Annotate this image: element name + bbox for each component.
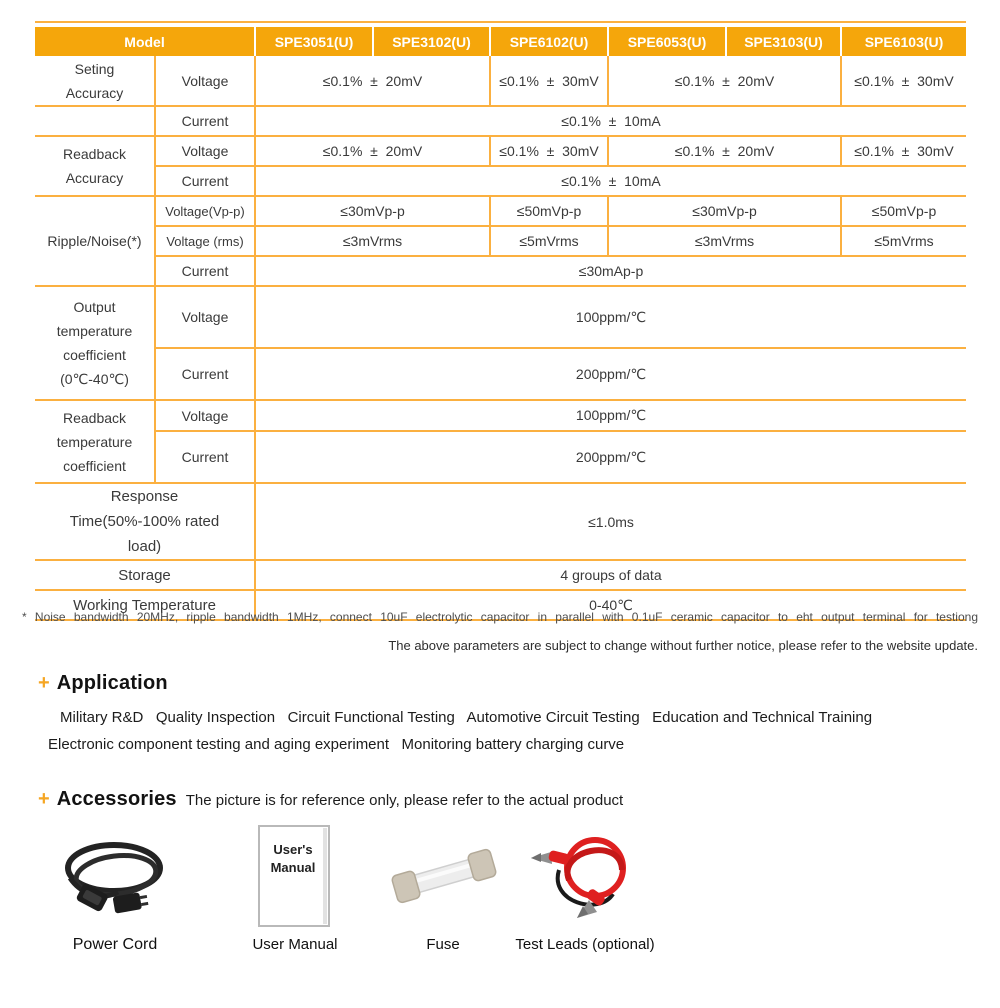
readback-temp-voltage-value: 100ppm/℃: [255, 400, 966, 431]
accessory-label-test-leads: Test Leads (optional): [515, 936, 655, 953]
readback-voltage-label: Voltage: [155, 136, 255, 166]
application-line-2: Electronic component testing and aging experiment Monitoring battery charging curve: [48, 736, 625, 753]
ripple-vpp-value-6103: ≤50mVp-p: [841, 196, 966, 226]
readback-temp-current-label: Current: [155, 431, 255, 483]
manual-title-line-2: Manual: [270, 860, 316, 875]
output-temp-voltage-value: 100ppm/℃: [255, 286, 966, 348]
accessories-heading: [38, 788, 968, 811]
row-readback-current: [35, 166, 966, 196]
working-temperature-label: Working Temperature: [35, 590, 255, 620]
ripple-current-value: ≤30mAp-p: [255, 256, 966, 286]
row-output-temp-current: [35, 348, 966, 400]
header-model-spe6053: SPE6053(U): [608, 27, 726, 56]
ripple-vpp-value-3051-3102: ≤30mVp-p: [255, 196, 490, 226]
response-time-value: ≤1.0ms: [255, 483, 966, 560]
ripple-noise-label: Ripple/Noise(*): [35, 196, 155, 286]
alligator-clip-left: [531, 850, 570, 866]
spec-table: [35, 27, 966, 621]
header-model-spe6103: SPE6103(U): [841, 27, 966, 56]
working-temperature-value: 0-40℃: [255, 590, 966, 620]
row-readback-temp-voltage: [35, 400, 966, 431]
accessories-note: The picture is for reference only, please refer to the actual product: [185, 792, 624, 809]
setting-current-spacer: [35, 106, 155, 136]
setting-current-value: ≤0.1% ± 10mA: [255, 106, 966, 136]
plus-icon: +: [38, 672, 50, 694]
test-leads-image: [525, 826, 645, 926]
accessories-title: Accessories: [56, 788, 177, 810]
row-setting-voltage: [35, 56, 966, 106]
readback-temp-label: Readback temperature coefficient: [35, 400, 155, 483]
header-model-spe3103: SPE3103(U): [726, 27, 841, 56]
ripple-rms-value-6053-3103: ≤3mVrms: [608, 226, 841, 256]
accessory-label-fuse: Fuse: [426, 936, 460, 953]
output-temp-voltage-label: Voltage: [155, 286, 255, 348]
header-model-spe6102: SPE6102(U): [490, 27, 608, 56]
setting-voltage-value-3051-3102: ≤0.1% ± 20mV: [255, 56, 490, 106]
row-ripple-current: [35, 256, 966, 286]
readback-voltage-value-6103: ≤0.1% ± 30mV: [841, 136, 966, 166]
setting-voltage-value-6103: ≤0.1% ± 30mV: [841, 56, 966, 106]
readback-voltage-value-3051-3102: ≤0.1% ± 20mV: [255, 136, 490, 166]
readback-accuracy-label: Readback Accuracy: [35, 136, 155, 196]
ripple-rms-value-6102: ≤5mVrms: [490, 226, 608, 256]
setting-voltage-label: Voltage: [155, 56, 255, 106]
row-readback-temp-current: [35, 431, 966, 483]
header-model-spe3102: SPE3102(U): [373, 27, 490, 56]
power-cord-image: [52, 826, 180, 932]
header-model: Model: [35, 27, 255, 56]
ripple-vpp-value-6053-3103: ≤30mVp-p: [608, 196, 841, 226]
storage-value: 4 groups of data: [255, 560, 966, 590]
ripple-vpp-value-6102: ≤50mVp-p: [490, 196, 608, 226]
fuse-image: [386, 840, 502, 912]
row-response-time: [35, 483, 966, 560]
plus-icon: +: [38, 788, 50, 810]
response-time-label: [35, 483, 255, 560]
row-ripple-vpp: [35, 196, 966, 226]
ripple-vpp-label: Voltage(Vp-p): [155, 196, 255, 226]
application-heading: [38, 672, 968, 695]
accessory-label-power-cord: Power Cord: [72, 936, 158, 953]
ripple-current-label: Current: [155, 256, 255, 286]
ripple-rms-value-3051-3102: ≤3mVrms: [255, 226, 490, 256]
readback-current-label: Current: [155, 166, 255, 196]
parameters-disclaimer: The above parameters are subject to change without further notice, please refer to the website update.: [388, 638, 978, 653]
setting-voltage-value-6102: ≤0.1% ± 30mV: [490, 56, 608, 106]
output-temp-current-value: 200ppm/℃: [255, 348, 966, 400]
row-output-temp-voltage: [35, 286, 966, 348]
accessory-label-user-manual: User Manual: [252, 936, 338, 953]
row-storage: [35, 560, 966, 590]
setting-current-label: Current: [155, 106, 255, 136]
header-model-spe3051: SPE3051(U): [255, 27, 373, 56]
application-section: [38, 672, 968, 758]
row-ripple-rms: [35, 226, 966, 256]
accessories-section: [38, 788, 968, 978]
readback-temp-current-value: 200ppm/℃: [255, 431, 966, 483]
user-manual-image: [257, 824, 333, 930]
response-time-label-text: Response Time(50%-100% rated load): [69, 488, 220, 555]
row-readback-voltage: [35, 136, 966, 166]
setting-accuracy-label: Seting Accuracy: [35, 56, 155, 106]
manual-title-line-1: User's: [273, 842, 313, 857]
table-top-rule: [35, 21, 966, 23]
readback-temp-voltage-label: Voltage: [155, 400, 255, 431]
output-temp-current-label: Current: [155, 348, 255, 400]
readback-voltage-value-6053-3103: ≤0.1% ± 20mV: [608, 136, 841, 166]
application-line-1: Military R&D Quality Inspection Circuit Functional Testing Automotive Circuit Testing Education and Technical Training: [60, 709, 873, 726]
header-row: [35, 27, 966, 56]
row-setting-current: [35, 106, 966, 136]
readback-voltage-value-6102: ≤0.1% ± 30mV: [490, 136, 608, 166]
ripple-rms-label: Voltage (rms): [155, 226, 255, 256]
storage-label: Storage: [35, 560, 255, 590]
table-footnote: * Noise bandwidth 20MHz, ripple bandwidth 1MHz, connect 10uF electrolytic capacitor in parallel with 0.1uF ceramic capacitor to eht output terminal for testiong: [22, 610, 978, 624]
readback-current-value: ≤0.1% ± 10mA: [255, 166, 966, 196]
setting-voltage-value-6053-3103: ≤0.1% ± 20mV: [608, 56, 841, 106]
output-temp-label: Output temperature coefficient (0℃-40℃): [35, 286, 155, 400]
application-title: Application: [56, 672, 168, 694]
ripple-rms-value-6103: ≤5mVrms: [841, 226, 966, 256]
